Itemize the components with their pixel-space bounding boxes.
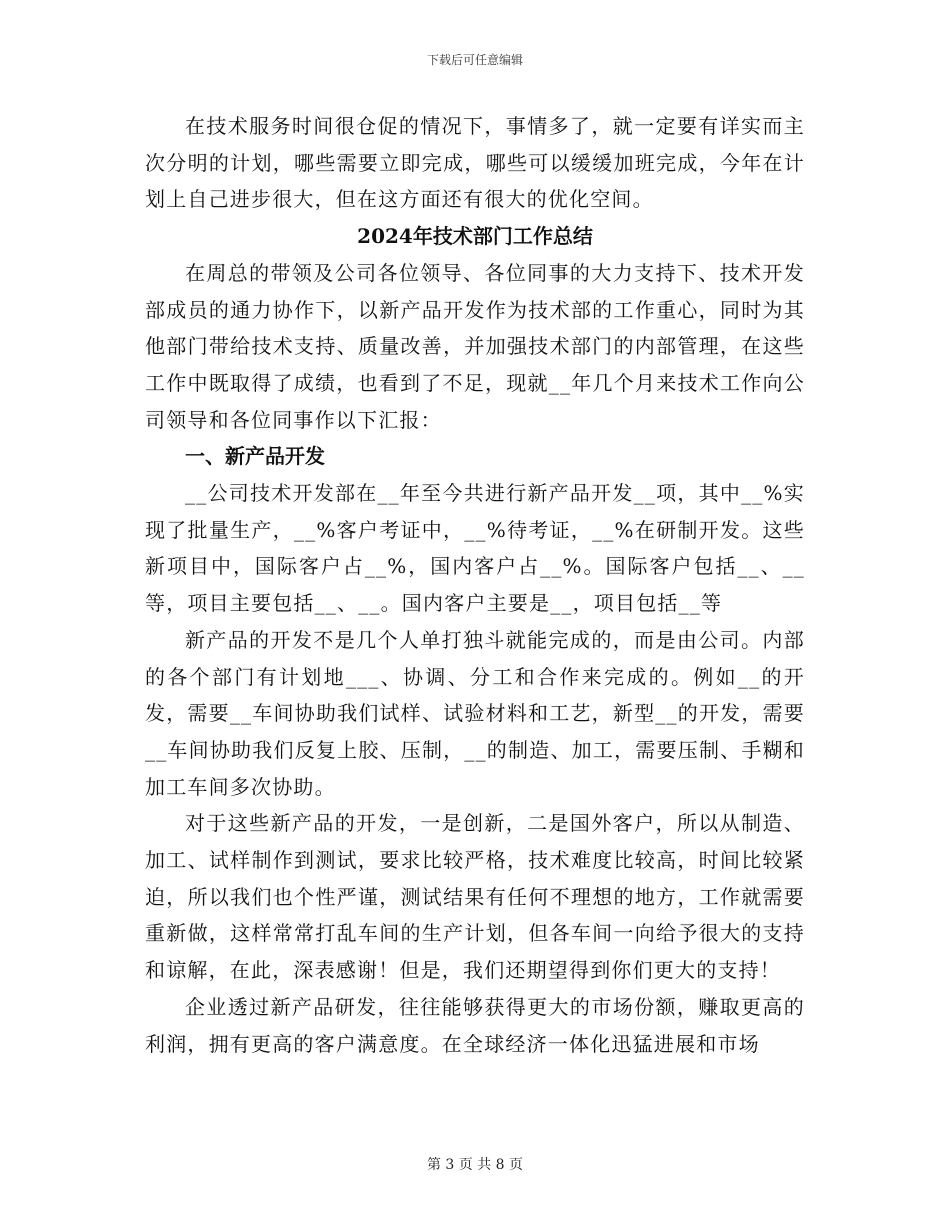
- paragraph-5: 企业透过新产品研发，往往能够获得更大的市场份额，赚取更高的利润，拥有更高的客户满意度。在全球经济一体化迅猛进展和市场: [145, 994, 805, 1056]
- page-footer: 第 3 页 共 8 页: [426, 1157, 524, 1173]
- paragraph-1: 在周总的带领及公司各位领导、各位同事的大力支持下、技术开发部成员的通力协作下，以新产品开发作为技术部的工作重心，同时为其他部门带给技术支持、质量改善，并加强技术部门的内部管理，在这些工作中既取得了成绩，也看到了不足，现就__年几个月来技术工作向公司领导和各位同事作以下汇报：: [145, 260, 805, 432]
- paragraph-2: __公司技术开发部在__年至今共进行新产品开发__项，其中__%实现了批量生产，__%客户考证中，__%待考证，__%在研制开发。这些新项目中，国际客户占__%，国内客户占__%。国际客户包括__、__等，项目主要包括__、__。国内客户主要是__，项目包括__等: [145, 481, 805, 616]
- document-title: 2024年技术部门工作总结: [357, 224, 593, 249]
- paragraph-3: 新产品的开发不是几个人单打独斗就能完成的，而是由公司。内部的各个部门有计划地___、协调、分工和合作来完成的。例如__的开发，需要__车间协助我们试样、试验材料和工艺，新型__的开发，需要__车间协助我们反复上胶、压制，__的制造、加工，需要压制、手糊和加工车间多次协助。: [145, 627, 805, 799]
- paragraph-4: 对于这些新产品的开发，一是创新，二是国外客户，所以从制造、加工、试样制作到测试，要求比较严格，技术难度比较高，时间比较紧迫，所以我们也个性严谨，测试结果有任何不理想的地方，工作就需要重新做，这样常常打乱车间的生产计划，但各车间一向给予很大的支持和谅解，在此，深表感谢！但是，我们还期望得到你们更大的支持！: [145, 811, 805, 983]
- page-header: 下载后可任意编辑: [426, 53, 523, 67]
- document-body: [145, 108, 805, 1062]
- section-heading-new-product: 一、新产品开发: [185, 444, 325, 469]
- paragraph-intro: 在技术服务时间很仓促的情况下，事情多了，就一定要有详实而主次分明的计划，哪些需要立即完成，哪些可以缓缓加班完成，今年在计划上自己进步很大，但在这方面还有很大的优化空间。: [145, 114, 805, 212]
